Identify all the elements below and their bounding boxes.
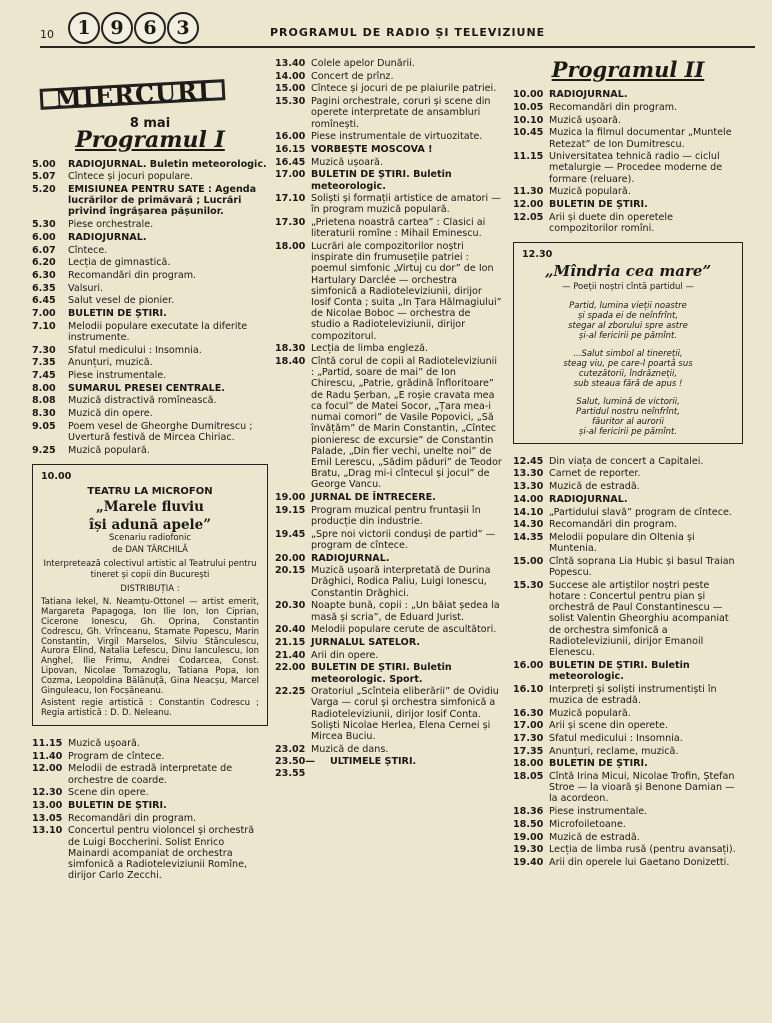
schedule-entry [513,580,743,658]
schedule-entry [513,844,743,855]
page-number: 10 [40,28,54,41]
program-1-list-a [32,159,268,456]
schedule-entry [32,763,268,785]
entry-text: Cîntă Irina Micui, Nicolae Trofin, Ștefan Stroe — la vioară și Benone Damian — la acordeon. [549,771,735,805]
entry-time: 10.10 [513,114,544,126]
entry-time: 11.15 [32,737,63,749]
entry-time: 20.40 [275,624,306,636]
poem-line: cutezătorii, îndrăzneții, [578,368,678,379]
entry-text: Muzică populară. [549,707,631,719]
entry-time: 16.30 [513,707,544,719]
entry-text: Muzica la filmul documentar „Muntele Retezat” de Ion Dumitrescu. [549,127,732,150]
schedule-entry [275,686,502,742]
theatre-author: de DAN TÂRCHILĂ [112,544,188,555]
column-2 [275,58,502,780]
entry-time: 8.30 [32,408,56,420]
schedule-entry [513,115,743,126]
entry-time: 17.30 [275,217,306,229]
poem-box [513,242,743,444]
schedule-entry [275,157,502,168]
schedule-entry [32,800,268,811]
year-badge [68,12,199,44]
entry-text: Lucrări ale compozitorilor noștri inspirate din frumusețile patriei : poemul simfonic „Virtuj cu dor” de Ion Hartulary Darclée — orchestra simfonică a Radioteleviziunii, dirijor Iosif Conta ; suita „In Țara Hălmagiului” de Nicolae Boboc — orchestra de studio a Radioteleviziunii, dirijor compozitorul. [311,241,502,342]
entry-text: Pagini orchestrale, coruri și scene din operete interpretate de ansambluri romînești. [311,96,491,130]
schedule-entry [275,744,502,755]
entry-time: 22.00 [275,662,306,674]
entry-text: BULETIN DE ȘTIRI. Buletin meteorologic. [549,659,690,682]
schedule-entry [32,257,268,268]
schedule-entry [275,553,502,564]
entry-time: 12.00 [32,763,63,775]
entry-text: Piese instrumentale de virtuozitate. [311,131,483,143]
entry-time: 15.30 [513,579,544,591]
entry-text: Muzică ușoară interpretată de Durina Drăghici, Rodica Paliu, Luigi Ionescu, Constantin Drăghici. [311,565,491,599]
entry-time: 17.00 [513,720,544,732]
entry-time: 18.00 [513,758,544,770]
schedule-entry [275,662,502,684]
schedule-entry [32,283,268,294]
poem-line: sub steaua fără de apus ! [573,378,683,389]
entry-text: Piese instrumentale. [68,370,167,382]
poem-stanza-3 [522,397,734,437]
entry-time: 9.25 [32,444,56,456]
schedule-entry [32,445,268,456]
entry-text: Melodii populare din Oltenia și Muntenia. [549,531,695,555]
theatre-scenario: Scenariu radiofonic [108,533,192,544]
schedule-entry [513,456,743,467]
entry-text: Poem vesel de Gheorghe Dumitrescu ; Uvertură festivă de Mircea Chiriac. [68,420,253,444]
entry-text: BULETIN DE ȘTIRI. Buletin meteorologic. Sport. [311,662,452,685]
entry-time: 19.45 [275,528,306,540]
entry-time: 13.00 [32,799,63,811]
entry-time: 14.10 [513,506,544,518]
entry-time: 5.07 [32,171,56,183]
year-digit: 1 [68,12,100,44]
entry-text: Din viața de concert a Capitalei. [549,455,704,467]
entry-text: BULETIN DE ȘTIRI. [549,758,648,770]
entry-time: 14.30 [513,519,544,531]
entry-text: Muzică ușoară. [68,737,140,749]
schedule-entry [513,733,743,744]
poem-line: Partidul nostru neînfrînt, [576,406,680,417]
year-digit: 6 [134,12,166,44]
entry-text: BULETIN DE ȘTIRI. [549,199,648,211]
entry-text: BULETIN DE ȘTIRI. [68,799,167,811]
entry-time: 6.35 [32,282,56,294]
schedule-entry [275,637,502,648]
schedule-entry [275,169,502,191]
theatre-box [32,464,268,726]
entry-time: 13.30 [513,468,544,480]
schedule-entry [513,507,743,518]
schedule-entry [275,600,502,622]
schedule-entry [513,481,743,492]
column-1 [32,58,268,883]
entry-text: Anunțuri, muzică. [68,357,153,369]
entry-time: 16.10 [513,683,544,695]
schedule-entry [513,660,743,682]
entry-time: 7.45 [32,370,56,382]
schedule-entry [32,171,268,182]
date-label: 8 mai [129,116,171,132]
entry-text: Cîntă corul de copii al Radioteleviziunii : „Partid, soare de mai” de Ion Chirescu, „Patrie, grădină înfloritoare” de Radu Șerban, „E roșie cravata mea ca focul” de Matei Socor, „Țara mea-i numai comori” de Vasile Popovici, „Să învățăm” de Marin Constantin, „Cîntec pionieresc de excursie” de Constantin Palade, „Din fier vechi, unelte noi” de Emil Lerescu, „Sădim păduri” de Teodor Bratu, „Drag mi-i cîntecul și jocul” de George Vancu. [311,356,502,491]
schedule-entry [513,468,743,479]
entry-time: 16.15 [275,143,306,155]
schedule-entry [32,751,268,762]
program-1-title: Programul I [75,127,225,154]
entry-text: Muzică populară. [68,444,150,456]
entry-text: Muzică de dans. [311,743,389,755]
theatre-cast: Tatiana Iekel, N. Neamțu-Ottonel — artist emerit, Margareta Papagoga, Ion Ilie Ion, Ion Ciprian, Cicerone Ionescu, Gh. Oprina, Constantin Codrescu, Gh. Vrînceanu, Stamate Popescu, Marin Constantin, Virgil Marselos, Silviu Stănculescu, Aurora Elind, Natalia Lefescu, Dinu Ianculescu, Ion Anghel, Ilie Frimu, Andrei Codarcea, Const. Lipovan, Nicolae Tomazoglu, Tatiana Popa, Ion Cozma, Leopoldina Bălănuță, Gina Neacșu, Marcel Ginguleacu, Ion Focșăneanu. [41,597,259,696]
entry-time: 15.00 [513,555,544,567]
poem-line: Partid, lumina vieții noastre [569,300,687,311]
schedule-entry [275,241,502,342]
schedule-entry [32,219,268,230]
schedule-entry [275,217,502,239]
schedule-entry [32,270,268,281]
entry-time: 17.00 [275,169,306,181]
entry-text: BULETIN DE ȘTIRI. [68,308,167,320]
schedule-entry [32,159,268,170]
schedule-entry [32,295,268,306]
theatre-credits: Asistent regie artistică : Constantin Codrescu ; Regia artistică : D. D. Neleanu. [41,698,259,719]
entry-text: EMISIUNEA PENTRU SATE : Agenda lucrărilor de primăvară ; Lucrări privind îngrășarea pășunilor. [68,184,257,218]
entry-text: Sfatul medicului : Insomnia. [549,732,683,744]
poem-line: stegar al zborului spre astre [568,320,688,331]
entry-text: Arii și duete din operetele compozitorilor romîni. [549,211,674,234]
entry-text: Cîntece și jocuri populare. [68,171,193,183]
entry-time: 18.40 [275,356,306,368]
entry-text: Recomandări din program. [549,101,678,113]
schedule-entry [32,421,268,443]
entry-text: Lecția de limba rusă (pentru avansați). [549,844,736,856]
entry-time: 11.30 [513,186,544,198]
entry-time: 19.00 [275,492,306,504]
entry-time: 12.00 [513,199,544,211]
entry-text: RADIOJURNAL. [311,552,390,564]
schedule-entry [32,408,268,419]
entry-time: 13.10 [32,825,63,837]
schedule-entry [513,720,743,731]
schedule-entry [32,738,268,749]
entry-time: 17.30 [513,732,544,744]
entry-text: Concert de prînz. [311,70,394,82]
entry-time: 20.15 [275,565,306,577]
entry-time: 21.15 [275,636,306,648]
entry-time: 19.00 [513,831,544,843]
schedule-entry [513,708,743,719]
schedule-entry [513,151,743,185]
entry-time: 19.15 [275,504,306,516]
entry-time: 6.00 [32,231,56,243]
schedule-entry [513,532,743,554]
entry-time: 12.45 [513,455,544,467]
entry-text: Soliști și formații artistice de amatori — în program muzică populară. [311,193,501,216]
schedule-entry [32,308,268,319]
entry-text: Recomandări din program. [68,812,197,824]
entry-text: Valsuri. [68,282,104,294]
entry-text: RADIOJURNAL. [549,493,628,505]
entry-time: 11.15 [513,151,544,163]
entry-text: Sfatul medicului : Insomnia. [68,344,202,356]
schedule-entry [32,357,268,368]
schedule-entry [275,83,502,94]
entry-text: JURNAL DE ÎNTRECERE. [311,492,436,504]
entry-time: 15.30 [275,96,306,108]
entry-time: 17.10 [275,193,306,205]
page-header [40,10,755,48]
schedule-entry [32,813,268,824]
schedule-entry [275,492,502,503]
year-digit: 3 [167,12,199,44]
entry-text: „Spre noi victorii conduși de partid” — program de cîntece. [311,528,496,551]
entry-text: Scene din opere. [68,787,149,799]
schedule-entry [513,89,743,100]
schedule-entry [275,58,502,69]
entry-text: Program de cîntece. [68,750,165,762]
poem-line: steag viu, pe care-l poartă sus [563,358,693,369]
entry-text: Carnet de reporter. [549,468,641,480]
schedule-entry [32,321,268,343]
schedule-entry [513,199,743,210]
entry-time: 18.00 [275,241,306,253]
entry-time: 8.08 [32,395,56,407]
schedule-entry [32,184,268,218]
schedule-entry [513,758,743,769]
schedule-entry [513,556,743,578]
theatre-title-2: își adună apele” [88,517,212,534]
entry-text: Cîntece. [68,244,108,256]
entry-time: 18.30 [275,343,306,355]
schedule-entry [513,127,743,149]
entry-time: 5.00 [32,158,56,170]
entry-text: VORBEȘTE MOSCOVA ! [311,143,433,155]
program-2-list-a [513,89,743,234]
entry-time: 10.45 [513,127,544,139]
schedule-entry [513,494,743,505]
entry-text: Arii și scene din operete. [549,720,668,732]
entry-time: 17.35 [513,745,544,757]
entry-text: Succese ale artiștilor noștri peste hotare : Concertul pentru pian și orchestră de Paul Constantinescu — solist Valentin Gheorghiu acompaniat de orchestra simfonică a Radioteleviziunii, dirijor Emanoil Elenescu. [549,579,729,658]
poem-title: „Mîndria cea mare” [544,262,712,281]
schedule-entry [275,624,502,635]
schedule-entry [275,144,502,155]
entry-time: 15.00 [275,83,306,95]
entry-time: 18.50 [513,818,544,830]
entry-text: ULTIMELE ȘTIRI. [330,756,417,768]
entry-text: „Partidului slavă” program de cîntece. [549,506,732,518]
poem-stanza-1 [522,301,734,341]
program-2-list-b [513,456,743,868]
entry-text: Lecția de gimnastică. [68,257,171,269]
entry-time: 20.30 [275,600,306,612]
entry-time: 11.40 [32,750,63,762]
entry-text: Muzică din opere. [68,408,153,420]
schedule-entry [275,131,502,142]
entry-text: Arii din opere. [311,649,379,661]
entry-time: 19.40 [513,856,544,868]
entry-time: 16.45 [275,156,306,168]
schedule-entry [32,245,268,256]
entry-time: 14.35 [513,531,544,543]
day-banner: MIERCURI [40,79,226,110]
poem-stanza-2 [522,349,734,389]
entry-text: Arii din operele lui Gaetano Donizetti. [549,856,730,868]
schedule-entry [513,684,743,706]
entry-text: Program muzical pentru fruntașii în producție din industrie. [311,504,481,527]
entry-time: 10.00 [513,89,544,101]
entry-text: Melodii populare executate la diferite instrumente. [68,320,248,343]
entry-text: Universitatea tehnică radio — ciclul metalurgie — Procedee moderne de formare (reluare). [549,151,723,185]
schedule-entry [32,370,268,381]
poem-line: și-al fericirii pe pămînt. [578,330,678,341]
entry-text: Concertul pentru violoncel și orchestră de Luigi Boccherini. Solist Enrico Mainardi acompaniat de orchestra simfonică a Radioteleviziunii Romîne, dirijor Carlo Zecchi. [68,825,255,882]
theatre-cast-label: DISTRIBUȚIA : [120,584,180,595]
entry-time: 16.00 [513,659,544,671]
entry-text: Melodii populare cerute de ascultători. [311,624,497,636]
entry-time: 12.30 [32,787,63,799]
schedule-entry [513,771,743,805]
entry-text: Muzică de estradă. [549,481,640,493]
entry-time: 7.10 [32,320,56,332]
entry-time: 16.00 [275,131,306,143]
program-2-title: Programul II [551,57,705,82]
poem-subtitle: — Poeții noștri cîntă partidul — [562,281,694,292]
schedule-entry [275,650,502,661]
theatre-title-1: „Marele fluviu [96,499,204,516]
schedule-entry [513,806,743,817]
entry-time: 13.30 [513,481,544,493]
schedule-entry [513,102,743,113]
entry-text: Cîntece și jocuri de pe plaiurile patriei. [311,83,497,95]
entry-time: 19.30 [513,844,544,856]
program-1-list-c [275,58,502,779]
entry-text: SUMARUL PRESEI CENTRALE. [68,382,225,394]
entry-text: Cîntă soprana Lia Hubic și basul Traian Popescu. [549,555,735,579]
column-3 [513,58,743,870]
entry-text: Anunțuri, reclame, muzică. [549,745,679,757]
entry-time: 13.40 [275,58,306,69]
entry-time: 12.05 [513,211,544,223]
entry-time: 18.05 [513,771,544,783]
schedule-entry [32,383,268,394]
entry-text: Melodii de estradă interpretate de orchestre de coarde. [68,763,233,786]
schedule-entry [513,857,743,868]
year-digit: 9 [101,12,133,44]
entry-time: 10.05 [513,101,544,113]
entry-time: 6.20 [32,257,56,269]
schedule-entry [32,787,268,798]
entry-text: Microfoiletoane. [549,818,626,830]
entry-time: 5.30 [32,219,56,231]
entry-time: 23.02 [275,743,306,755]
entry-text: RADIOJURNAL. Buletin meteorologic. [68,158,267,170]
entry-text: JURNALUL SATELOR. [311,636,421,648]
schedule-entry [513,186,743,197]
theatre-interpreted: Interpretează colectivul artistic al Teatrului pentru tineret și copii din București [43,558,257,580]
program-1-list-b [32,738,268,881]
entry-time: 13.05 [32,812,63,824]
schedule-entry [32,345,268,356]
entry-text: Muzică distractivă romînească. [68,395,217,407]
schedule-entry [275,529,502,551]
entry-time: 18.36 [513,806,544,818]
poem-line: ...Salut simbol al tinereții, [573,348,683,359]
entry-time: 8.00 [32,382,56,394]
theatre-label: TEATRU LA MICROFON [87,486,213,498]
entry-time: 6.30 [32,269,56,281]
entry-time: 21.40 [275,649,306,661]
theatre-time: 10.00 [41,470,72,482]
schedule-entry [275,565,502,599]
entry-time: 9.05 [32,420,56,432]
running-title: PROGRAMUL DE RADIO ȘI TELEVIZIUNE [270,26,546,39]
entry-text: Muzică populară. [549,186,631,198]
schedule-entry [32,395,268,406]
entry-time: 14.00 [513,493,544,505]
schedule-entry [513,746,743,757]
poem-line: făuritor al aurorii [592,416,664,427]
schedule-entry [275,756,502,778]
entry-text: „Prietena noastră cartea” : Clasici ai literaturii romîne : Mihail Eminescu. [311,217,486,240]
entry-text: Noapte bună, copii : „Un băiat ședea la masă și scria”, de Eduard Jurist. [311,600,500,623]
entry-text: RADIOJURNAL. [68,231,147,243]
entry-time: 7.00 [32,308,56,320]
poem-line: și-al fericirii pe pămînt. [578,426,678,437]
entry-time: 7.35 [32,357,56,369]
entry-time: 22.25 [275,686,306,698]
schedule-entry [32,825,268,881]
schedule-entry [275,71,502,82]
poem-line: Salut, lumină de victorii, [576,396,680,407]
entry-text: Salut vesel de pionier. [68,295,175,307]
entry-text: Recomandări din program. [68,269,197,281]
entry-time: 6.45 [32,295,56,307]
entry-text: RADIOJURNAL. [549,89,628,101]
schedule-entry [513,819,743,830]
entry-time: 14.00 [275,70,306,82]
entry-time: 7.30 [32,344,56,356]
entry-text: Lecția de limba engleză. [311,343,429,355]
entry-text: Piese orchestrale. [68,219,154,231]
schedule-entry [513,519,743,530]
poem-line: și spada ei de neînfrînt, [577,310,679,321]
entry-text: Muzică ușoară. [549,114,621,126]
entry-text: Interpreți și soliști instrumentiști în muzica de estradă. [549,683,717,706]
schedule-entry [275,356,502,490]
entry-text: BULETIN DE ȘTIRI. Buletin meteorologic. [311,169,452,192]
entry-time: 20.00 [275,552,306,564]
schedule-entry [513,832,743,843]
entry-time: 5.20 [32,184,56,196]
entry-text: Colele apelor Dunării. [311,58,415,69]
schedule-entry [275,505,502,527]
entry-text: Recomandări din program. [549,519,678,531]
schedule-entry [32,232,268,243]
entry-time: 6.07 [32,244,56,256]
entry-text: Muzică de estradă. [549,831,640,843]
schedule-entry [275,343,502,354]
entry-time: 23.50—23.55 [275,756,315,779]
schedule-entry [275,96,502,130]
poem-time: 12.30 [522,249,553,261]
schedule-entry [513,212,743,234]
entry-text: Piese instrumentale. [549,806,648,818]
entry-text: Oratoriul „Scînteia eliberării” de Ovidiu Varga — corul și orchestra simfonică a Radioteleviziunii, dirijor Iosif Conta. Soliști Nicolae Herlea, Elena Cernei și Mircea Buciu. [311,686,499,743]
schedule-entry [275,193,502,215]
entry-text: Muzică ușoară. [311,156,383,168]
